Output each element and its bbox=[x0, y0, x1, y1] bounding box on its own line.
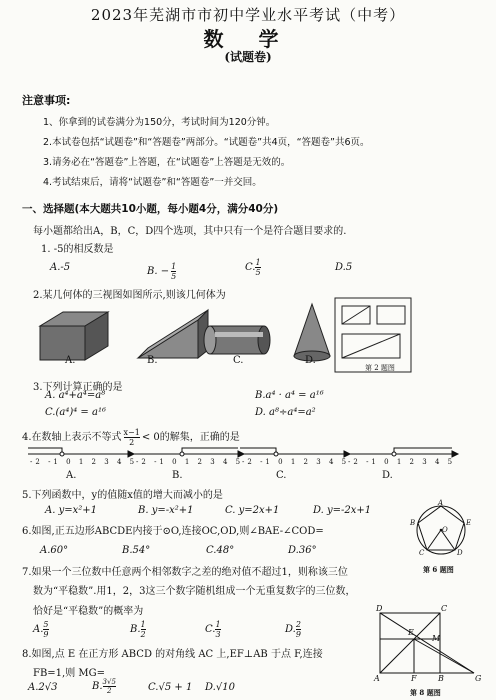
note-item-3: 3.请务必在“答题卷”上答题，在“试题卷”上答题是无效的。 bbox=[43, 157, 291, 168]
q4-ticks-b: -2 -1 0 1 2 3 4 5 bbox=[136, 458, 244, 466]
q8-fig-label-c: C bbox=[441, 604, 448, 613]
q4-ticks-a: -2 -1 0 1 2 3 4 5 bbox=[30, 458, 138, 466]
q7-option-a: A. $\frac{5}{9}$ bbox=[33, 620, 49, 639]
q6-pentagon-figure bbox=[408, 496, 474, 572]
q6-fig-label-o: O bbox=[442, 526, 448, 534]
q1-option-c: C. $\frac{1}{5}$ bbox=[245, 258, 261, 277]
q6-fig-label-e: E bbox=[466, 519, 472, 527]
q8-fig-label-e: E bbox=[408, 628, 414, 637]
three-views-figure bbox=[335, 298, 411, 372]
q1-option-d: D.5 bbox=[335, 262, 353, 273]
q6-option-a: A.60° bbox=[40, 545, 69, 556]
q6-option-b: B.54° bbox=[122, 545, 151, 556]
exam-title: 2023年芜湖市市初中学业水平考试（中考） bbox=[90, 6, 406, 24]
q4-label-b: B. bbox=[172, 470, 183, 481]
q6-fig-label-a: A bbox=[438, 499, 444, 507]
cuboid-shape bbox=[40, 312, 108, 360]
q2-stem: 2.某几何体的三视图如图所示,则该几何体为 bbox=[33, 290, 226, 301]
note-item-4: 4.考试结束后，请将“试题卷”和“答题卷”一并交回。 bbox=[43, 177, 262, 188]
q8-option-b: B. $\frac{3√5}{2}$ bbox=[92, 678, 116, 695]
q7-line-3: 恰好是“平稳数”的概率为 bbox=[33, 606, 144, 617]
q6-option-d: D.36° bbox=[288, 545, 317, 556]
q6-fig-label-c: C bbox=[419, 549, 425, 557]
q7-line-1: 7.如果一个三位数中任意两个相邻数字之差的绝对值不超过1，则称该三位 bbox=[22, 567, 348, 578]
notes-heading: 注意事项: bbox=[22, 94, 71, 107]
q7-option-b: B. $\frac{1}{2}$ bbox=[130, 620, 146, 639]
q8-fig-label-a: A bbox=[374, 674, 380, 683]
cone-shape bbox=[294, 304, 330, 361]
q4-ticks-c: -2 -1 0 1 2 3 4 5 bbox=[242, 458, 350, 466]
q1-stem: 1. -5的相反数是 bbox=[41, 244, 114, 255]
q4-ticks-d: -2 -1 0 1 2 3 4 5 bbox=[348, 458, 456, 466]
q2-solids-figure bbox=[30, 296, 412, 374]
q8-option-a: A.2√3 bbox=[28, 682, 58, 693]
q2-label-d: D. bbox=[305, 355, 316, 366]
q8-line-1: 8.如图,点 E 在正方形 ABCD 的对角线 AC 上,EF⊥AB 于点 F,连接 bbox=[22, 649, 323, 660]
q5-option-c: C. y=2x+1 bbox=[225, 505, 280, 516]
note-item-1: 1、你拿到的试卷满分为150分，考试时间为120分钟。 bbox=[43, 117, 276, 128]
section-heading: 一、选择题(本大题共10小题，每小题4分，满分40分) bbox=[22, 203, 279, 215]
q8-fig-label-b: B bbox=[438, 674, 444, 683]
q6-fig-label-d: D bbox=[457, 549, 463, 557]
q1-option-a: A.-5 bbox=[50, 262, 71, 273]
q8-square-figure bbox=[370, 603, 488, 685]
q4-label-a: A. bbox=[66, 470, 77, 481]
q8-fig-label-g: G bbox=[475, 674, 482, 683]
q8-figure-caption: 第 8 题图 bbox=[410, 688, 441, 697]
q8-fig-label-f: F bbox=[411, 674, 417, 683]
q1-option-b: B. − $\frac{1}{5}$ bbox=[147, 262, 177, 281]
q2-label-a: A. bbox=[65, 355, 76, 366]
q4-label-c: C. bbox=[276, 470, 287, 481]
q3-option-c: C.(a⁴)⁴ = a¹⁶ bbox=[45, 407, 106, 418]
q6-fig-label-b: B bbox=[410, 519, 416, 527]
q2-label-b: B. bbox=[147, 355, 158, 366]
subject-title: 数 学 bbox=[203, 27, 293, 51]
q5-option-d: D. y=-2x+1 bbox=[313, 505, 372, 516]
q4-label-d: D. bbox=[382, 470, 393, 481]
q7-option-d: D. $\frac{2}{9}$ bbox=[285, 620, 301, 639]
q5-option-a: A. y=x²+1 bbox=[45, 505, 97, 516]
q2-figure-caption: 第 2 题图 bbox=[365, 364, 395, 372]
q8-fig-label-m: M bbox=[432, 634, 441, 643]
q3-option-b: B.a⁴ · a⁴ = a¹⁶ bbox=[255, 390, 324, 401]
q3-option-a: A. a⁴+a⁴=a⁸ bbox=[45, 390, 106, 401]
q6-option-c: C.48° bbox=[206, 545, 235, 556]
note-item-2: 2.本试卷包括“试题卷”和“答题卷”两部分。“试题卷”共4页，“答题卷”共6页。 bbox=[43, 137, 370, 148]
q8-option-c: C.√5 + 1 bbox=[148, 682, 193, 693]
q6-figure-caption: 第 6 题图 bbox=[423, 565, 454, 574]
q3-option-d: D. a⁸÷a⁴=a² bbox=[255, 407, 316, 418]
q3-stem: 3.下列计算正确的是 bbox=[33, 382, 123, 393]
paper-type: (试题卷) bbox=[224, 50, 272, 64]
q6-stem: 6.如图,正五边形ABCDE内接于⊙O,连接OC,OD,则∠BAE-∠COD= bbox=[22, 526, 324, 537]
cylinder-shape bbox=[204, 326, 270, 354]
q8-fig-label-d: D bbox=[376, 604, 383, 613]
q2-label-c: C. bbox=[233, 355, 244, 366]
prism-shape bbox=[138, 310, 208, 358]
q5-stem: 5.下列函数中，y的值随x值的增大而减小的是 bbox=[22, 490, 223, 501]
q4-stem: 4.在数轴上表示不等式 $\frac{x-1}{2}$ < 0的解集，正确的是 bbox=[22, 428, 240, 447]
section-instruction: 每小题都给出A，B，C，D四个选项，其中只有一个是符合题目要求的. bbox=[33, 226, 347, 237]
q5-option-b: B. y=-x²+1 bbox=[138, 505, 194, 516]
q8-line-2: FB=1,则 MG= bbox=[33, 668, 105, 679]
q7-line-2: 数为“平稳数”.用1，2，3这三个数字随机组成一个无重复数字的三位数， bbox=[33, 586, 356, 597]
q7-option-c: C. $\frac{1}{3}$ bbox=[205, 620, 221, 639]
q8-option-d: D.√10 bbox=[205, 682, 235, 693]
